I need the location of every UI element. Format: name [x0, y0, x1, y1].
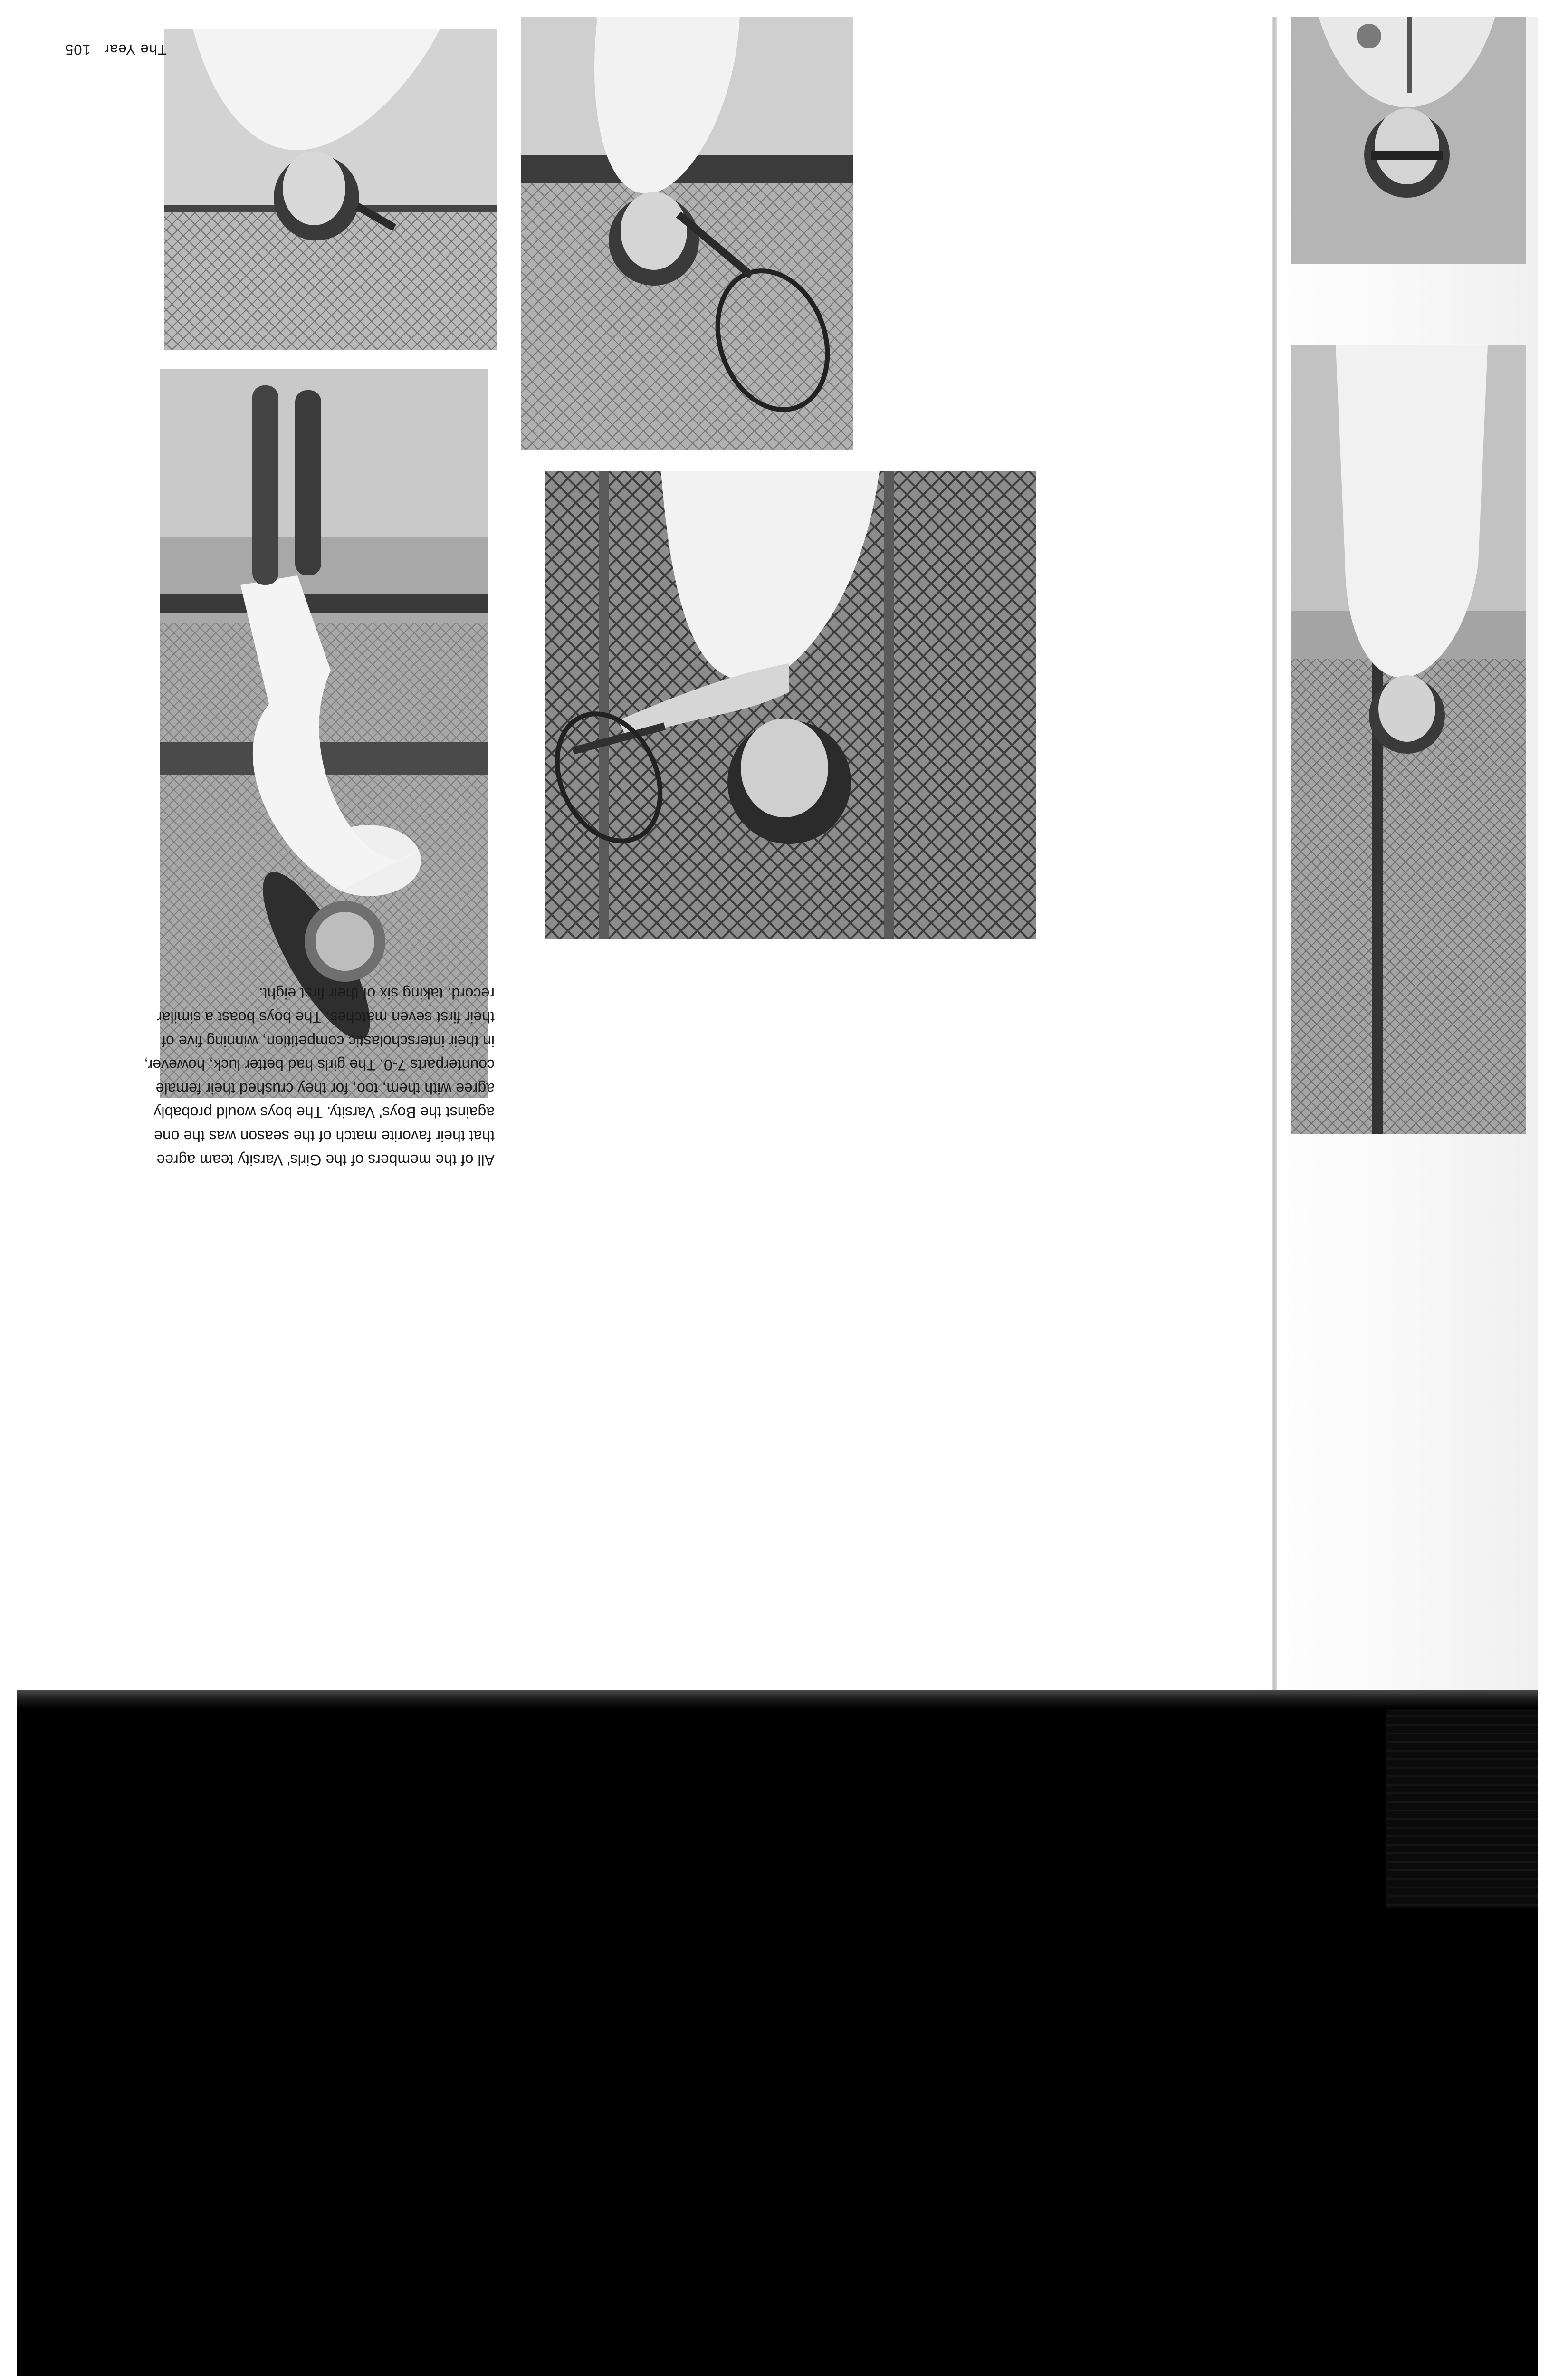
photo-4-image	[521, 17, 853, 450]
photo-player-6	[1291, 17, 1526, 264]
photo-6-image	[1291, 17, 1526, 264]
scan-black-area	[17, 1690, 1538, 2376]
section-title: The Year	[104, 41, 167, 58]
photo-2-image	[545, 471, 1036, 939]
page-number: 105	[65, 41, 91, 58]
page-label	[65, 41, 167, 58]
photo-5-image	[1291, 345, 1526, 1134]
scan-streak	[1386, 1709, 1538, 1908]
photo-player-4	[521, 17, 853, 450]
scan-edge	[17, 1690, 1538, 1709]
photo-player-3	[164, 29, 497, 350]
photo-player-2	[545, 471, 1036, 939]
photo-3-image	[164, 29, 497, 350]
article-paragraph: All of the members of the Girls' Varsity team agree that their favorite match of the season was the one against the Boys' Varsity. The boys would probably agree with them, too, for they crushed their female counterparts 7-0. The girls had better luck, however, in their interscholastic competition, winning five of their first seven matches. The boys boast a similar record, taking six of their first eight.	[144, 985, 495, 1169]
photo-player-5	[1291, 345, 1526, 1134]
binding-fold	[1272, 17, 1277, 1699]
scanned-page	[17, 17, 1538, 1699]
page-content	[17, 17, 1538, 1699]
